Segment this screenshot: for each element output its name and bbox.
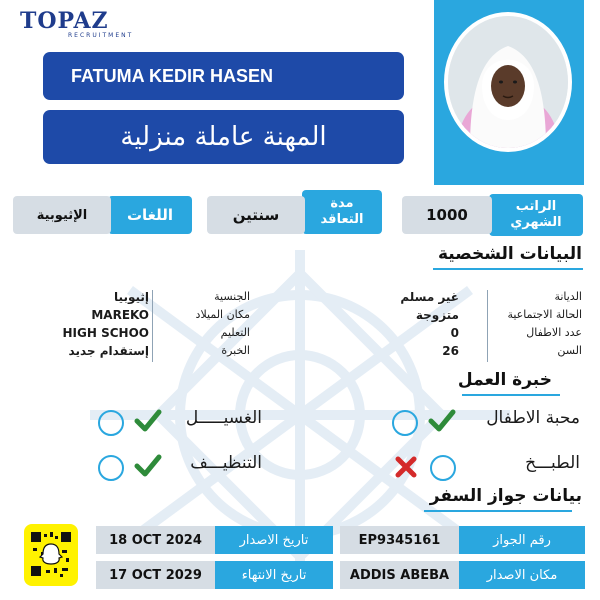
salary-value: 1000 [402, 196, 492, 234]
contract-label: مدة التعاقد [302, 190, 382, 234]
personal-section-rule [433, 268, 583, 270]
brand-name-text: TOPAZ [20, 8, 109, 34]
qr-code-graphic [24, 524, 78, 586]
experience-section-rule [462, 394, 560, 396]
skill-cleaning-box[interactable] [98, 455, 124, 481]
snapchat-qr-icon[interactable] [24, 524, 78, 586]
skill-laundry-box[interactable] [98, 410, 124, 436]
expiry-date-label: تاريخ الانتهاء [215, 561, 333, 589]
salary-label: الراتب الشهري [489, 194, 583, 236]
check-icon [134, 406, 162, 434]
skill-childcare-box[interactable] [392, 410, 418, 436]
skill-childcare-label: محبة الاطفال [486, 408, 580, 428]
personal-right-values: غير مسلم متزوجة 0 26 [400, 290, 459, 358]
issue-date-value: 18 OCT 2024 [96, 526, 215, 554]
portrait-illustration [448, 16, 568, 148]
languages-value: الإثيوبية [13, 196, 111, 234]
brand-tagline: RECRUITMENT [68, 32, 134, 39]
issue-place-label: مكان الاصدار [459, 561, 585, 589]
skill-cooking-label: الطبـــخ [525, 453, 580, 473]
skill-laundry-label: الغسيـــــل [185, 408, 262, 428]
expiry-date-value: 17 OCT 2029 [96, 561, 215, 589]
personal-left-values: إثيوبيا MAREKO HIGH SCHOO إستقدام جديد [62, 290, 149, 358]
contract-value: سنتين [207, 196, 305, 234]
cross-icon [392, 453, 420, 481]
divider [152, 290, 153, 362]
brand-logo [20, 8, 134, 42]
passport-number-value: EP9345161 [340, 526, 459, 554]
candidate-photo [444, 12, 572, 152]
languages-label: اللغات [108, 196, 192, 234]
issue-date-label: تاريخ الاصدار [215, 526, 333, 554]
check-icon [428, 406, 456, 434]
personal-section-title: البيانات الشخصية [437, 244, 582, 264]
skill-cleaning-label: التنظيـــف [190, 453, 262, 473]
passport-section-rule [424, 510, 572, 512]
passport-number-label: رقم الجواز [459, 526, 585, 554]
skill-cooking-box[interactable] [430, 455, 456, 481]
candidate-name: FATUMA KEDIR HASEN [43, 52, 404, 100]
experience-section-title: خبرة العمل [457, 370, 552, 390]
personal-right-labels: الديانة الحالة الاجتماعية عدد الاطفال السن [507, 290, 582, 357]
job-title: المهنة عاملة منزلية [43, 110, 404, 164]
check-icon [134, 451, 162, 479]
issue-place-value: ADDIS ABEBA [340, 561, 459, 589]
personal-left-labels: الجنسية مكان الميلاد التعليم الخبرة [195, 290, 250, 357]
brand-name [20, 8, 130, 34]
passport-section-title: بيانات جواز السفر [429, 486, 582, 506]
